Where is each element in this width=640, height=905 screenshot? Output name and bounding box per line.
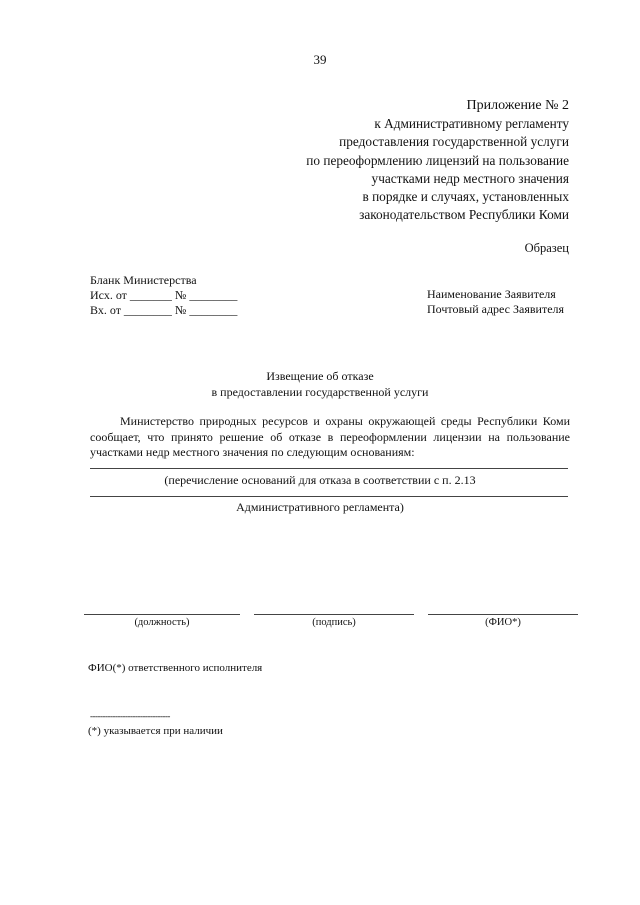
notice-body: Министерство природных ресурсов и охраны окружающей среды Республики Коми сообщает, что принято решение об отказе в переоформлении лицензии на пользование участками недр местного значения по следующим основаниям: <box>90 414 570 459</box>
outgoing-number: Исх. от _______ № ________ <box>90 288 238 302</box>
fio-line <box>428 614 578 615</box>
appendix-line: по переоформлению лицензий на пользование <box>306 152 569 168</box>
position-line <box>84 614 240 615</box>
appendix-line: в порядке и случаях, установленных <box>362 189 569 205</box>
position-label: (должность) <box>134 617 190 628</box>
fio-label: (ФИО*) <box>485 617 521 628</box>
incoming-number: Вх. от ________ № ________ <box>90 303 238 317</box>
appendix-line: участками недр местного значения <box>371 170 569 186</box>
page-number: 39 <box>313 52 327 67</box>
footnote: (*) указывается при наличии <box>88 725 223 737</box>
applicant-name: Наименование Заявителя <box>427 287 556 301</box>
reason-caption: Административного регламента) <box>236 500 404 514</box>
ministry-letterhead: Бланк Министерства <box>90 273 197 287</box>
signature-label: (подпись) <box>312 617 356 628</box>
addressee-block <box>427 287 564 317</box>
sample-label: Образец <box>524 241 569 255</box>
appendix-line: к Административному регламенту <box>374 116 569 132</box>
appendix-header <box>306 97 569 224</box>
notice-title-line: в предоставлении государственной услуги <box>211 384 429 399</box>
reason-caption: (перечисление оснований для отказа в соответствии с п. 2.13 <box>164 473 476 487</box>
sender-block <box>90 273 237 318</box>
signature-line <box>254 614 414 615</box>
notice-title <box>0 369 640 400</box>
fill-line <box>90 496 568 497</box>
responsible-executor: ФИО(*) ответственного исполнителя <box>88 662 263 674</box>
footnote-separator: -------------------------------- <box>90 711 170 721</box>
appendix-line: законодательством Республики Коми <box>359 207 569 223</box>
appendix-line: Приложение № 2 <box>466 98 569 113</box>
notice-title-line: Извещение об отказе <box>266 369 374 383</box>
applicant-address: Почтовый адрес Заявителя <box>427 302 565 316</box>
appendix-line: предоставления государственной услуги <box>339 134 569 150</box>
fill-line <box>90 468 568 469</box>
